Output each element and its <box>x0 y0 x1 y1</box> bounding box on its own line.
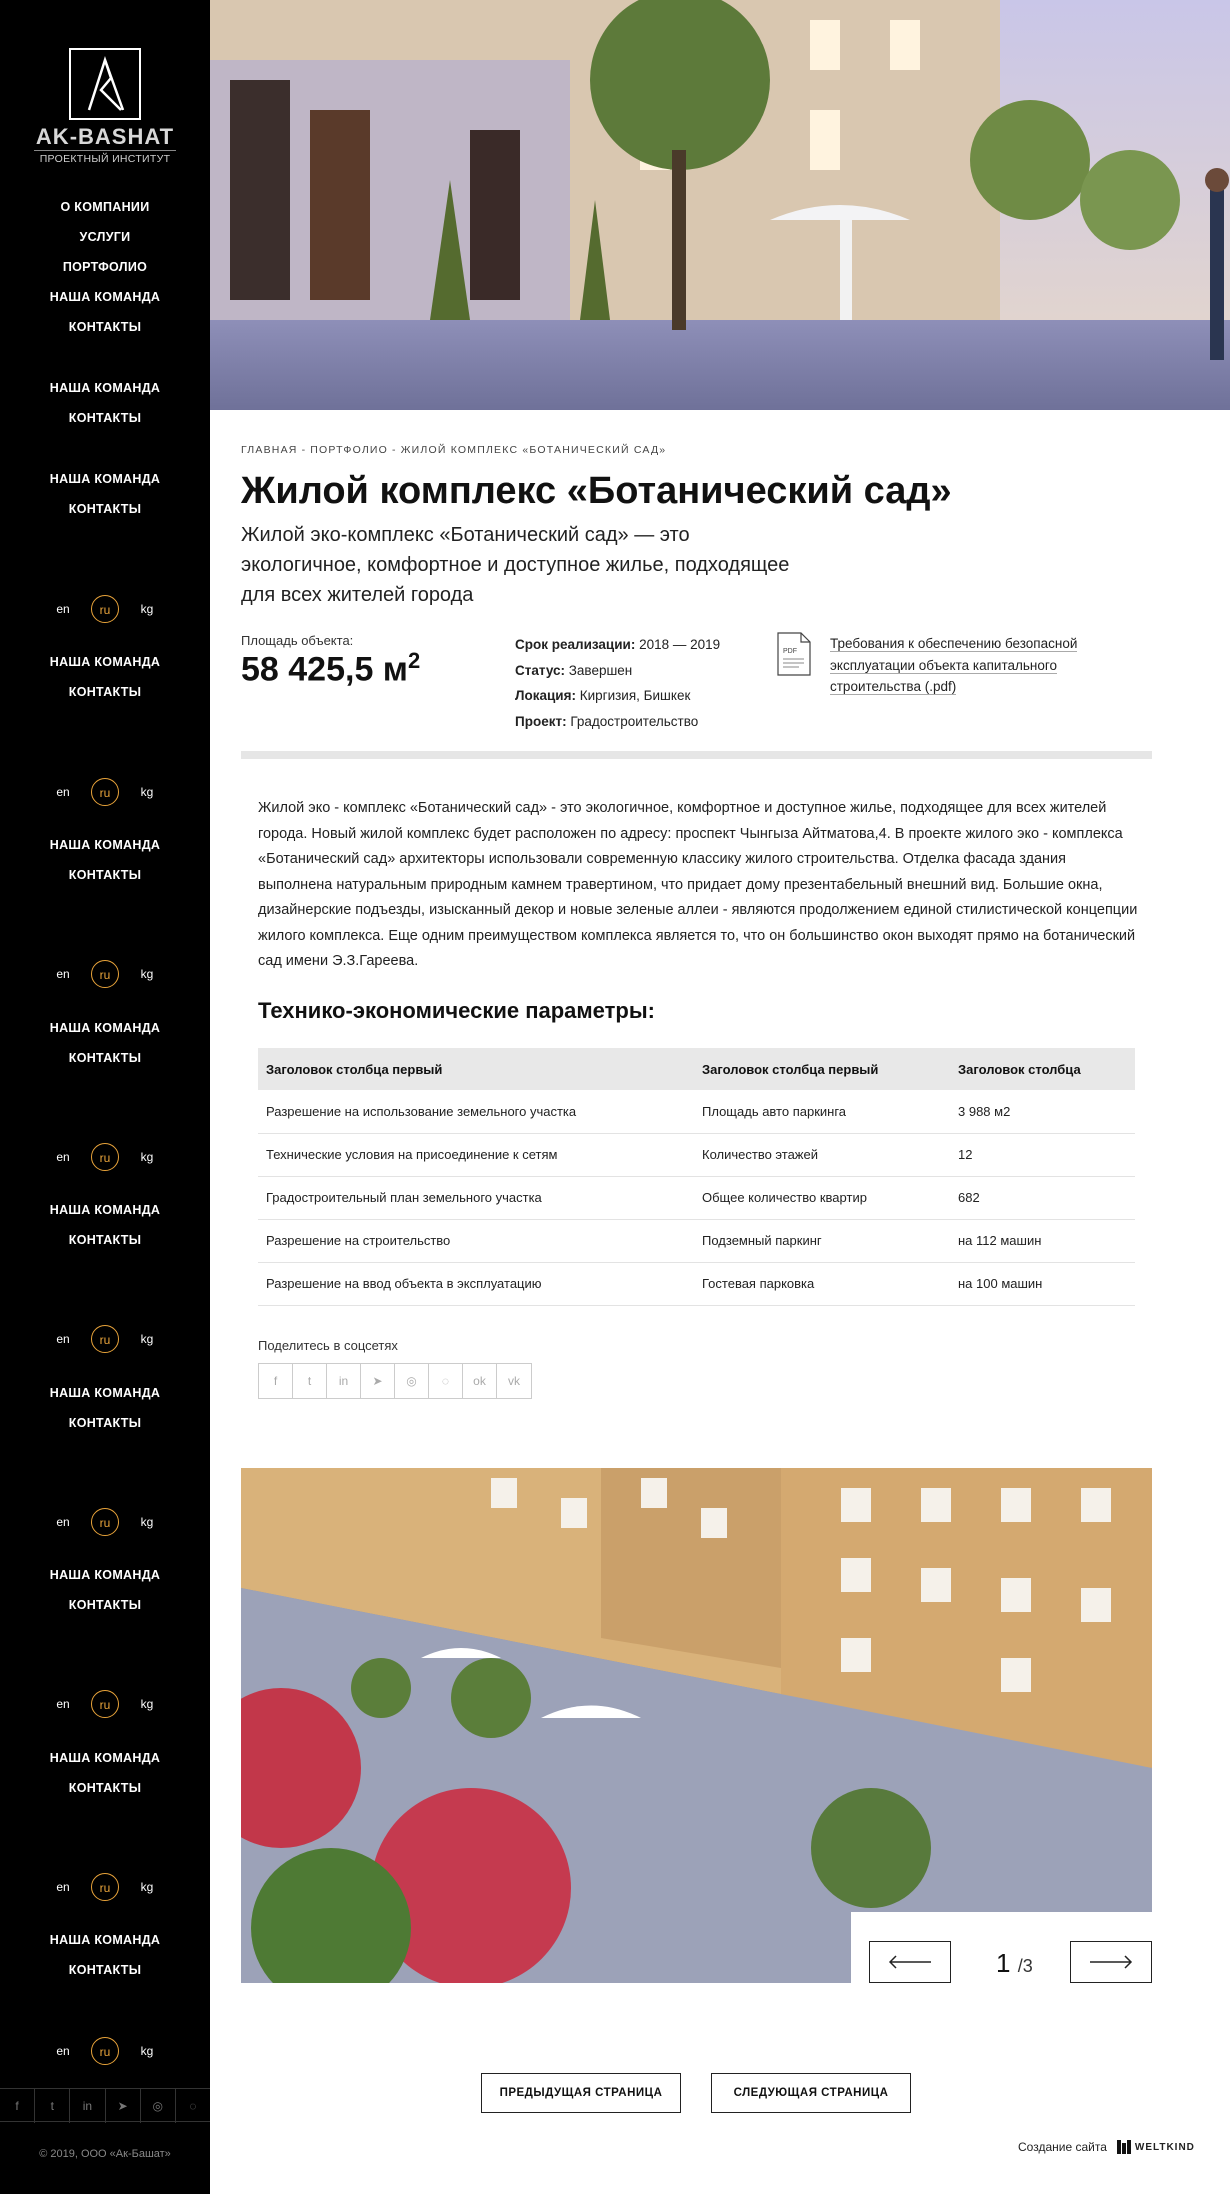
viber-icon[interactable]: ◌ <box>189 2099 197 2113</box>
meta-project <box>515 709 720 735</box>
weltkind-name: WELTKIND <box>1134 2141 1195 2153</box>
table-cell: на 112 машин <box>950 1219 1135 1262</box>
table-cell: Подземный паркинг <box>694 1219 950 1262</box>
lang-ru[interactable]: ru <box>91 1143 119 1171</box>
lang-ru[interactable]: ru <box>91 1690 119 1718</box>
odnoklassniki-icon[interactable]: ok <box>463 1364 497 1398</box>
lang-ru[interactable]: ru <box>91 960 119 988</box>
pdf-document-link[interactable] <box>830 633 1130 698</box>
table-cell: 12 <box>950 1133 1135 1176</box>
site-credit[interactable] <box>1018 2140 1195 2154</box>
breadcrumb-portfolio[interactable]: ПОРТФОЛИО <box>310 444 389 456</box>
twitter-icon[interactable]: t <box>35 2089 70 2123</box>
telegram-icon[interactable]: ➤ <box>361 1364 395 1398</box>
lang-ru[interactable]: ru <box>91 1873 119 1901</box>
page-subtitle: Жилой эко-комплекс «Ботанический сад» — это экологичное, комфортное и доступное жилье, подходящее для всех жителей города <box>241 524 790 606</box>
lang-en[interactable]: en <box>56 1332 70 1346</box>
section-divider <box>241 751 1152 759</box>
nav-contacts[interactable]: КОНТАКТЫ <box>68 1051 142 1065</box>
nav-team[interactable]: НАША КОМАНДА <box>49 1933 161 1947</box>
table-header-cell: Заголовок столбца первый <box>694 1048 950 1090</box>
language-switcher <box>0 1689 210 1719</box>
lang-ru[interactable]: ru <box>91 595 119 623</box>
params-table <box>258 1048 1135 1306</box>
meta-period-value: 2018 — 2019 <box>639 637 721 652</box>
nav-contacts[interactable]: КОНТАКТЫ <box>68 1781 142 1795</box>
linkedin-icon[interactable]: in <box>70 2089 105 2123</box>
table-row <box>258 1090 1135 1133</box>
breadcrumb-current: ЖИЛОЙ КОМПЛЕКС «БОТАНИЧЕСКИЙ САД» <box>400 444 667 456</box>
lang-en[interactable]: en <box>56 1880 70 1894</box>
table-row <box>258 1219 1135 1262</box>
sidebar <box>0 0 210 2194</box>
logo-subtitle: ПРОЕКТНЫЙ ИНСТИТУТ <box>34 150 176 165</box>
lang-ru[interactable]: ru <box>91 778 119 806</box>
nav-contacts[interactable]: КОНТАКТЫ <box>68 1963 142 1977</box>
weltkind-logo <box>1117 2140 1195 2154</box>
table-cell: Градостроительный план земельного участка <box>258 1176 694 1219</box>
meta-project-label: Проект: <box>515 713 567 729</box>
meta-location <box>515 683 720 709</box>
meta-location-label: Локация: <box>515 688 576 703</box>
table-cell: Общее количество квартир <box>694 1176 950 1219</box>
nav-team[interactable]: НАША КОМАНДА <box>49 655 161 669</box>
language-switcher <box>0 1872 210 1902</box>
nav-team[interactable]: НАША КОМАНДА <box>49 290 161 304</box>
language-switcher <box>0 2036 210 2066</box>
lang-ru[interactable]: ru <box>91 1508 119 1536</box>
lang-ru[interactable]: ru <box>91 1325 119 1353</box>
project-description: Жилой эко - комплекс «Ботанический сад» - это экологичное, комфортное и доступное жилье, подходящее для всех жителей города. Новый жилой комплекс будет расположен по адресу: проспект Чынгыза Айтматова,4. В проекте жилого эко - комплекса «Ботанический сад» архитекторы использовали современную классику жилого строительства. Отделка фасада здания выполнена натуральным природным камнем травертином, что придает дому презентабельный внешний вид. Большие окна, дизайнерские подъезды, изысканный декор и новые зеленые аллеи - являются продолжением единой стилистической концепции жилого комплекса. Еще одним преимуществом комплекса является то, что он большинство окон выходят прямо на ботанический сад имени Э.З.Гареева. <box>258 800 1138 969</box>
lang-en[interactable]: en <box>56 1150 70 1164</box>
lang-en[interactable]: en <box>56 602 70 616</box>
area-unit-exponent: 2 <box>407 648 421 673</box>
lang-kg[interactable]: kg <box>140 2044 154 2058</box>
nav-contacts[interactable]: КОНТАКТЫ <box>68 502 142 516</box>
language-switcher <box>0 1142 210 1172</box>
gallery-total: 3 <box>1022 1956 1033 1976</box>
meta-location-value: Киргизия, Бишкек <box>579 688 691 703</box>
meta-status-label: Статус: <box>515 662 565 678</box>
nav-team[interactable]: НАША КОМАНДА <box>49 1386 161 1400</box>
nav-team[interactable]: НАША КОМАНДА <box>49 1203 161 1217</box>
pdf-icon-label: PDF <box>783 648 797 655</box>
credit-text: Создание сайта <box>1018 2140 1107 2154</box>
lang-kg[interactable]: kg <box>140 1515 154 1529</box>
table-cell: Гостевая парковка <box>694 1262 950 1305</box>
facebook-icon[interactable]: f <box>259 1364 293 1398</box>
table-cell: Разрешение на ввод объекта в эксплуатацию <box>258 1262 694 1305</box>
lang-en[interactable]: en <box>56 2044 70 2058</box>
table-cell: Площадь авто паркинга <box>694 1090 950 1133</box>
table-cell: Технические условия на присоединение к сетям <box>258 1133 694 1176</box>
nav-contacts[interactable]: КОНТАКТЫ <box>68 320 142 334</box>
weltkind-icon <box>1117 2140 1131 2154</box>
lang-kg[interactable]: kg <box>140 602 154 616</box>
lang-en[interactable]: en <box>56 1697 70 1711</box>
pdf-document-link-text: Требования к обеспечению безопасной эксплуатации объекта капитального строительства (.pdf) <box>830 636 1078 694</box>
next-page-button[interactable]: СЛЕДУЮЩАЯ СТРАНИЦА <box>711 2073 911 2113</box>
table-cell: 682 <box>950 1176 1135 1219</box>
sidebar-social-links <box>0 2088 210 2122</box>
language-switcher <box>0 594 210 624</box>
vk-icon[interactable]: vk <box>508 1374 520 1388</box>
nav-team[interactable]: НАША КОМАНДА <box>49 472 161 486</box>
lang-kg[interactable]: kg <box>140 1697 154 1711</box>
gallery-image <box>241 1468 1152 1983</box>
gallery-next-button[interactable] <box>1070 1941 1152 1983</box>
table-header-cell: Заголовок столбца первый <box>258 1048 694 1090</box>
lang-en[interactable]: en <box>56 967 70 981</box>
meta-status-value: Завершен <box>568 662 633 678</box>
lang-kg[interactable]: kg <box>140 1332 154 1346</box>
table-cell: 3 988 м2 <box>950 1090 1135 1133</box>
logo-name: AK-BASHAT <box>35 124 175 149</box>
nav-portfolio[interactable]: ПОРТФОЛИО <box>62 260 148 274</box>
nav-contacts[interactable]: КОНТАКТЫ <box>68 1416 142 1430</box>
twitter-icon[interactable]: t <box>293 1364 327 1398</box>
lang-kg[interactable]: kg <box>140 785 154 799</box>
lang-kg[interactable]: kg <box>140 1150 154 1164</box>
nav-services[interactable]: УСЛУГИ <box>79 230 131 244</box>
lang-en[interactable]: en <box>56 785 70 799</box>
whatsapp-icon[interactable]: ◎ <box>395 1364 429 1398</box>
breadcrumb-home[interactable]: ГЛАВНАЯ <box>241 444 298 456</box>
hero-image <box>210 0 1230 410</box>
params-title: Технико-экономические параметры: <box>258 998 655 1023</box>
linkedin-icon[interactable]: in <box>327 1364 361 1398</box>
lang-en[interactable]: en <box>56 1515 70 1529</box>
language-switcher <box>0 1324 210 1354</box>
nav-team[interactable]: НАША КОМАНДА <box>49 1568 161 1582</box>
whatsapp-icon[interactable]: ◎ <box>141 2089 176 2123</box>
share-buttons <box>258 1363 532 1399</box>
meta-period <box>515 632 720 658</box>
page-title: Жилой комплекс «Ботанический сад» <box>241 470 952 512</box>
pdf-file-icon[interactable] <box>777 632 811 676</box>
breadcrumb <box>241 444 666 456</box>
table-cell: Разрешение на использование земельного участка <box>258 1090 694 1133</box>
project-meta <box>515 632 720 734</box>
lang-kg[interactable]: kg <box>140 1880 154 1894</box>
previous-page-button[interactable]: ПРЕДЫДУЩАЯ СТРАНИЦА <box>481 2073 681 2113</box>
area-label: Площадь объекта: <box>241 633 354 648</box>
meta-project-value: Градостроительство <box>570 713 699 729</box>
nav-contacts[interactable]: КОНТАКТЫ <box>68 685 142 699</box>
facebook-icon[interactable]: f <box>0 2089 35 2123</box>
lang-ru[interactable]: ru <box>91 2037 119 2065</box>
meta-status <box>515 658 720 684</box>
nav-contacts[interactable]: КОНТАКТЫ <box>68 411 142 425</box>
gallery-prev-button[interactable] <box>869 1941 951 1983</box>
table-row <box>258 1176 1135 1219</box>
viber-icon[interactable]: ◌ <box>429 1364 463 1398</box>
table-row <box>258 1133 1135 1176</box>
table-header-cell: Заголовок столбца <box>950 1048 1135 1090</box>
nav-contacts[interactable]: КОНТАКТЫ <box>68 1233 142 1247</box>
copyright: © 2019, ООО «Ак-Башат» <box>39 2148 171 2160</box>
table-row <box>258 1262 1135 1305</box>
table-cell: Количество этажей <box>694 1133 950 1176</box>
arrow-left-icon <box>888 1955 932 1969</box>
nav-about[interactable]: О КОМПАНИИ <box>60 200 150 214</box>
table-cell: на 100 машин <box>950 1262 1135 1305</box>
language-switcher <box>0 1507 210 1537</box>
logo-mark-icon <box>69 48 141 120</box>
telegram-icon[interactable]: ➤ <box>106 2089 141 2123</box>
nav-contacts[interactable]: КОНТАКТЫ <box>68 1598 142 1612</box>
arrow-right-icon <box>1089 1955 1133 1969</box>
share-label: Поделитесь в соцсетях <box>258 1338 398 1353</box>
nav-contacts[interactable]: КОНТАКТЫ <box>68 868 142 882</box>
area-number: 58 425,5 м <box>241 650 408 689</box>
nav-team[interactable]: НАША КОМАНДА <box>49 381 161 395</box>
table-header-row <box>258 1048 1135 1090</box>
language-switcher <box>0 959 210 989</box>
gallery-current: 1 <box>996 1948 1011 1978</box>
breadcrumb-separator: - <box>392 444 397 456</box>
nav-team[interactable]: НАША КОМАНДА <box>49 1751 161 1765</box>
lang-kg[interactable]: kg <box>140 967 154 981</box>
nav-team[interactable]: НАША КОМАНДА <box>49 1021 161 1035</box>
meta-period-label: Срок реализации: <box>515 637 636 652</box>
language-switcher <box>0 777 210 807</box>
nav-team[interactable]: НАША КОМАНДА <box>49 838 161 852</box>
gallery-counter: 1 /3 <box>996 1948 1033 1978</box>
breadcrumb-separator: - <box>301 444 307 456</box>
table-cell: Разрешение на строительство <box>258 1219 694 1262</box>
area-value <box>241 648 420 689</box>
logo[interactable] <box>34 48 176 165</box>
